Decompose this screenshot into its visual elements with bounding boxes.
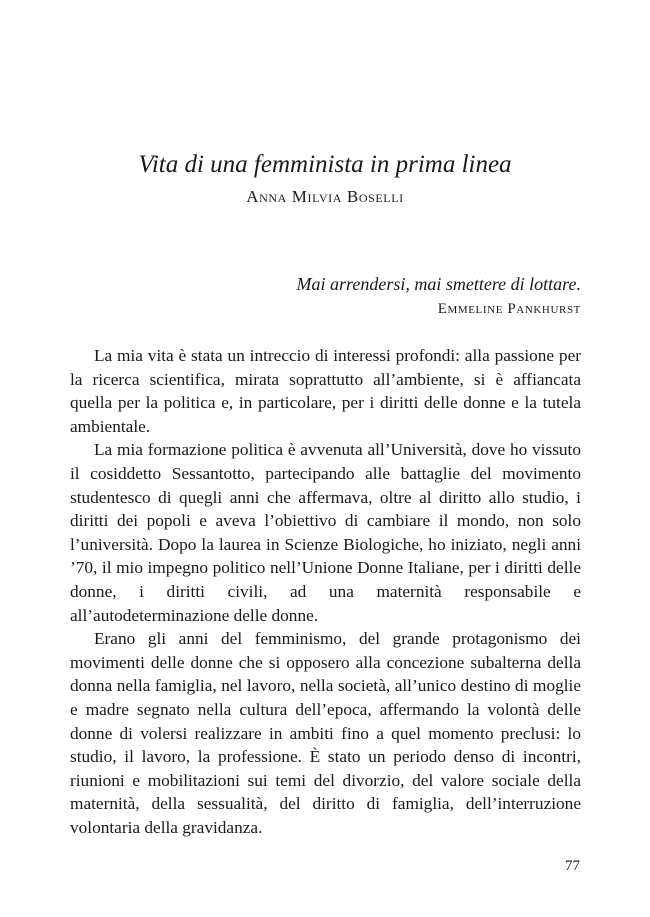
epigraph — [297, 272, 581, 320]
paragraph: La mia vita è stata un intreccio di interessi profondi: alla passione per la ricerca scientifica, mirata soprattutto all’ambiente, si è affiancata quella per la politica e, in particolare, per i diritti delle donne e la tutela ambientale. — [70, 346, 581, 436]
paragraph: Erano gli anni del femminismo, del grande protagonismo dei movimenti delle donne che si opposero alla concezione subalterna della donna nella famiglia, nel lavoro, nella società, all’unico destino di moglie e madre segnato nella cultura dell’epoca, affermando la volontà delle donne di volersi realizzare in ambiti fino a quel momento preclusi: lo studio, il lavoro, la professione. È stato un periodo denso di incontri, riunioni e mobilitazioni sui temi del divorzio, del valore sociale della maternità, della sessualità, del diritto di famiglia, dell’interruzione volontaria della gravidanza. — [70, 629, 581, 837]
paragraph: La mia formazione politica è avvenuta all’Università, dove ho vissuto il cosiddetto Sessantotto, partecipando alle battaglie del movimento studentesco di quegli anni che affermava, oltre al diritto allo studio, i diritti dei popoli e aveva l’obiettivo di cambiare il mondo, non solo l’università. Dopo la laurea in Scienze Biologiche, ho iniziato, negli anni ’70, il mio impegno politico nell’Unione Donne Italiane, per i diritti delle donne, i diritti civili, ad una maternità responsabile e all’autodeterminazione delle donne. — [70, 440, 581, 625]
body-text — [70, 344, 581, 839]
epigraph-quote: Mai arrendersi, mai smettere di lottare. — [296, 274, 581, 294]
epigraph-author: Emmeline Pankhurst — [437, 301, 581, 317]
chapter-title: Vita di una femminista in prima linea — [138, 151, 512, 178]
chapter-author: Anna Milvia Boselli — [246, 187, 404, 206]
page-number: 77 — [565, 858, 580, 874]
